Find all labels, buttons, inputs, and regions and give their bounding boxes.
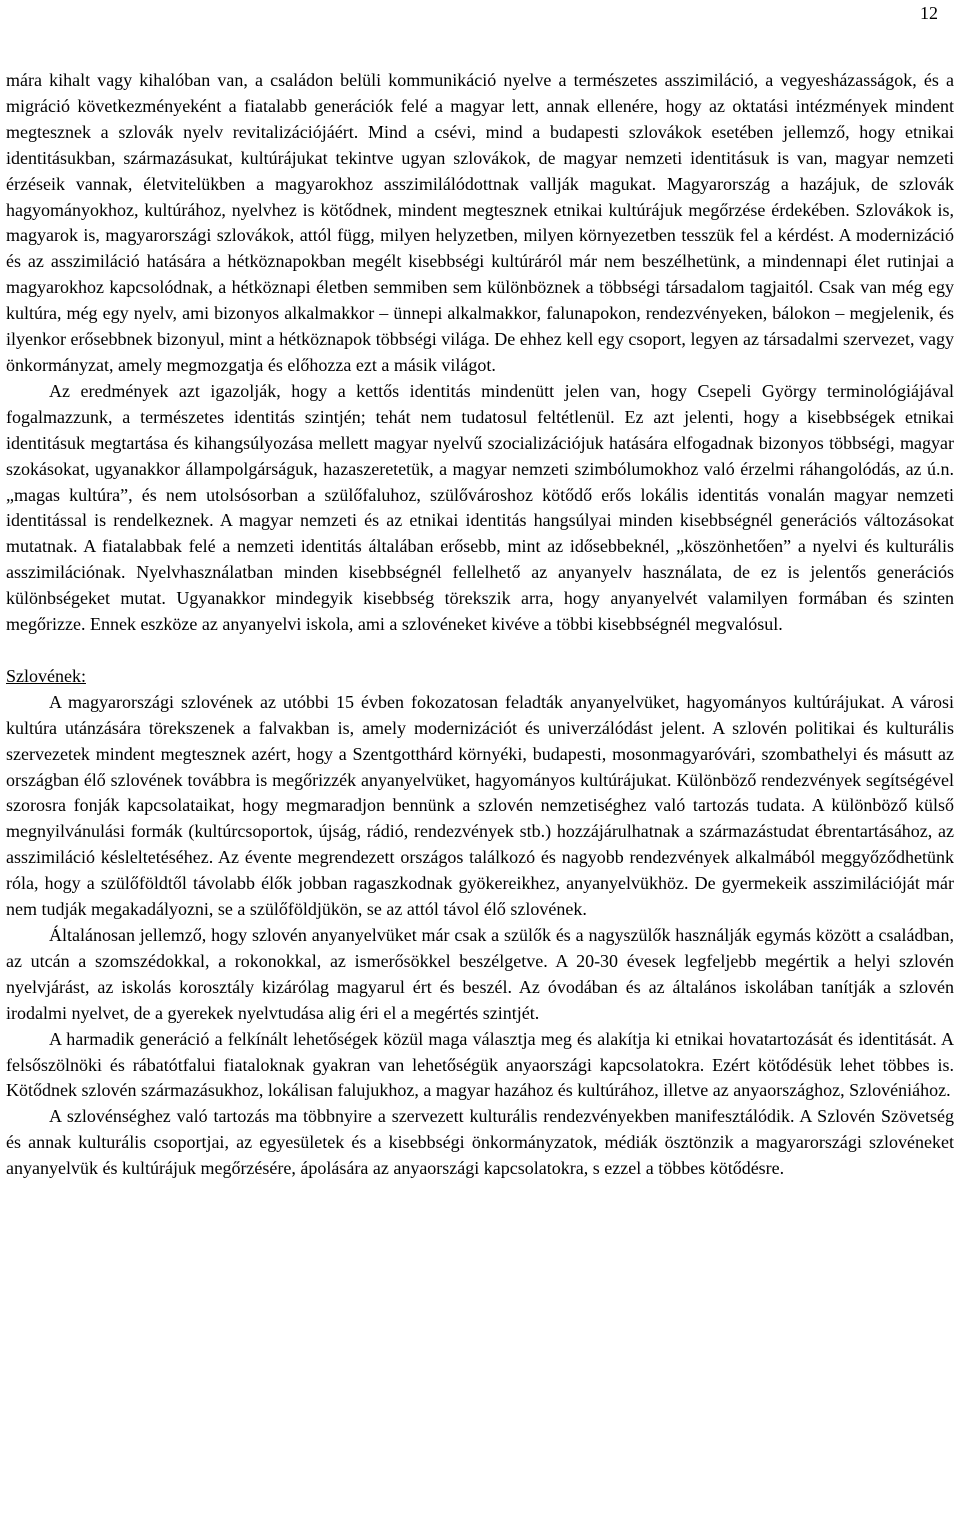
paragraph-5: A harmadik generáció a felkínált lehetőségek közül maga választja meg és alakítja ki etnikai hovatartozását és identitását. A felsőszölnöki és rábatótfalui fiataloknak gyakran van lehetőségük anyaországi kapcsolatokra. Ezért kötődésük lehet többes is. Kötődnek szlovén származásukhoz, lokálisan falujukhoz, a magyar hazához és kultúrához, illetve az anyaországhoz, Szlovéniához. (6, 1028, 954, 1101)
page-number: 12 (920, 3, 938, 23)
body-text (6, 68, 954, 1182)
paragraph-3: A magyarországi szlovének az utóbbi 15 évben fokozatosan feladták anyanyelvüket, hagyományos kultúrájukat. A városi kultúra utánzására törekszenek a falvakban is, amely modernizációt és univerzálódást jelent. A szlovén politikai és kulturális szervezetek mindent megtesznek azért, hogy a Szentgotthárd környéki, budapesti, mosonmagyaróvári, szombathelyi és másutt az országban élő szlovének továbbra is megőrizzék anyanyelvüket, hagyományos kultúrájukat. Különböző rendezvények segítségével szorosra fonják kapcsolataikat, hogy megmaradjon bennünk a szlovén nemzetiséghez való tartozás tudata. A különböző külső megnyilvánulási formák (kultúrcsoportok, újság, rádió, rendezvények stb.) hozzájárulhatnak a származástudat ébrentartásához, az asszimiláció késleltetéséhez. Az évente megrendezett országos találkozó és nagyobb rendezvények alkalmából meggyőződhetünk róla, hogy a szülőföldtől távolabb élők jobban ragaszkodnak gyökereikhez, anyanyelvükhöz. De gyermekeik asszimilációját már nem tudják megakadályozni, se a szülőföldjükön, se az attól távol élő szlovének. (6, 691, 954, 920)
paragraph-2: Az eredmények azt igazolják, hogy a kettős identitás mindenütt jelen van, hogy Csepeli György terminológiájával fogalmazzunk, a természetes identitás szintjén; tehát nem tudatosul feltétlenül. Ez azt jelenti, hogy a kisebbségek etnikai identitásuk megtartása és kihangsúlyozása mellett magyar nyelvű szocializációjuk hatására elfogadnak bizonyos többségi, magyar szokásokat, ugyanakkor állampolgárságuk, hazaszeretetük, a magyar nemzeti szimbólumokhoz való érzelmi ráhangolódás, az ú.n. „magas kultúra”, és nem utolsósorban a szülőfaluhoz, szülővároshoz kötődő erős lokális identitás vonalán magyar nemzeti identitással is rendelkeznek. A magyar nemzeti és az etnikai identitás hangsúlyai minden kisebbségnél generációs változásokat mutatnak. A fiatalabbak felé a nemzeti identitás általában erősebb, mint az idősebbeknél, „köszönhetően” a nyelvi és kulturális asszimilációnak. Nyelvhasználatban minden kisebbségnél fellelhető az anyanyelv használata, de ez is jelentős generációs különbségeket mutat. Ugyanakkor mindegyik kisebbség törekszik arra, hogy anyanyelvét valamilyen formában és szinten megőrizze. Ennek eszköze az anyanyelvi iskola, ami a szlovéneket kivéve a többi kisebbségnél megvalósul. (6, 380, 954, 635)
paragraph-6: A szlovénséghez való tartozás ma többnyire a szervezett kulturális rendezvényekben manifesztálódik. A Szlovén Szövetség és annak kulturális csoportjai, az egyesületek és a kisebbségi önkormányzatok, médiák ösztönzik a magyarországi szlovéneket anyanyelvük és kultúrájuk megőrzésére, ápolására az anyaországi kapcsolatokra, s ezzel a többes kötődésre. (6, 1106, 954, 1179)
paragraph-4: Általánosan jellemző, hogy szlovén anyanyelvüket már csak a szülők és a nagyszülők használják egymás között a családban, az utcán a szomszédokkal, a rokonokkal, az ismerősökkel beszélgetve. A 20-30 évesek legfeljebb megértik a helyi szlovén nyelvjárást, az iskolás korosztály kizárólag magyarul ért és beszél. Az óvodában és az általános iskolában tanítják a szlovén irodalmi nyelvet, de a gyerekek nyelvtudása alig éri el a megértés szintjét. (6, 925, 954, 1023)
paragraph-1: mára kihalt vagy kihalóban van, a családon belüli kommunikáció nyelve a természetes asszimiláció, a vegyesházasságok, és a migráció következményeként a fiatalabb generációk felé a magyar lett, annak ellenére, hogy az oktatási intézmények mindent megtesznek a szlovák nyelv revitalizációjáért. Mind a csévi, mind a budapesti szlovákok esetében jellemző, hogy etnikai identitásukban, származásukat, kultúrájukat tekintve ugyan szlovákok, de magyar nemzeti identitásuk is van, magyar nemzeti érzéseik vannak, életvitelükben a magyarokhoz asszimilálódottnak vallják magukat. Magyarország a hazájuk, de szlovák hagyományokhoz, kultúrához, nyelvhez is kötődnek, mindent megtesznek etnikai kultúrájuk megőrzése érdekében. Szlovákok is, magyarok is, magyarországi szlovákok, attól függ, milyen helyzetben, milyen környezetben tesszük fel a kérdést. A modernizáció és az asszimiláció hatására a hétköznapokban megélt kisebbségi kultúráról már nem beszélhetünk, a mindennapi élet rutinjai a magyarokhoz kapcsolódnak, a hétköznapi életben semmiben sem különböznek a többségi társadalom tagjaitól. Csak van még egy kultúra, még egy nyelv, ami bizonyos alkalmakkor – ünnepi alkalmakkor, falunapokon, rendezvényeken, bálokon – megjelenik, és ilyenkor erősebbnek bizonyul, mint a hétköznapok többségi világa. De ehhez kell egy csoport, legyen az társadalmi szervezet, vagy önkormányzat, amely megmozgatja és előhozza ezt a másik világot. (6, 70, 954, 375)
section-heading-slovenes: Szlovének: (6, 665, 86, 686)
